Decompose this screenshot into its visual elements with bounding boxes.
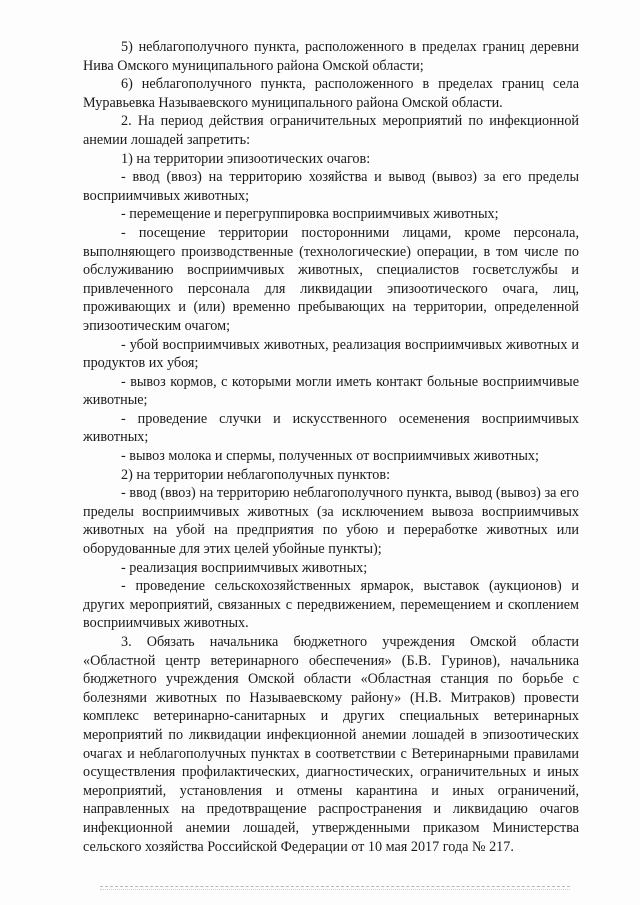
document-body — [83, 38, 579, 856]
paragraph-bullet: - ввод (ввоз) на территорию хозяйства и вывод (вывоз) за его пределы восприимчивых животных; — [83, 169, 579, 204]
paragraph-item-6: 6) неблагополучного пункта, расположенного в пределах границ села Муравьевка Называевского муниципального района Омской области. — [83, 76, 579, 111]
paragraph-subclause-2: 2) на территории неблагополучных пунктов: — [121, 466, 391, 483]
paragraph-bullet: - посещение территории посторонними лицами, кроме персонала, выполняющего производственные (технологические) операции, в том числе по обслуживанию восприимчивых животных, специалистов госветслужбы и привлеченного персонала для ликвидации эпизоотического очага, лиц, проживающих и (или) временно пребывающих на территории, определенной эпизоотическим очагом; — [83, 224, 579, 334]
paragraph-bullet: - реализация восприимчивых животных; — [121, 559, 368, 576]
paragraph-subclause-1: 1) на территории эпизоотических очагов: — [121, 150, 371, 167]
paragraph-clause-2: 2. На период действия ограничительных мероприятий по инфекционной анемии лошадей запретить: — [83, 113, 579, 148]
paragraph-item-5: 5) неблагополучного пункта, расположенного в пределах границ деревни Нива Омского муниципального района Омской области; — [83, 39, 579, 74]
paragraph-bullet: - перемещение и перегруппировка восприимчивых животных; — [121, 206, 499, 223]
paragraph-bullet: - убой восприимчивых животных, реализация восприимчивых животных и продуктов их убоя; — [83, 336, 579, 372]
paragraph-bullet: - вывоз молока и спермы, полученных от восприимчивых животных; — [121, 448, 539, 465]
paragraph-bullet: - ввод (ввоз) на территорию неблагополучного пункта, вывод (вывоз) за его пределы восприимчивых животных (за исключением вывоза восприимчивых животных на убой на предприятия по убою и переработке животных или оборудованные для этих целей убойные пункты); — [83, 485, 579, 558]
footer-scan-line — [100, 886, 570, 887]
paragraph-bullet: - проведение сельскохозяйственных ярмарок, выставок (аукционов) и других мероприятий, связанных с передвижением, перемещением и скоплением восприимчивых животных. — [83, 578, 579, 632]
footer-scan-line — [100, 889, 570, 890]
paragraph-clause-3: 3. Обязать начальника бюджетного учреждения Омской области «Областной центр ветеринарного обеспечения» (Б.В. Гуринов), начальника бюджетного учреждения Омской области «Областная станция по борьбе с болезнями животных по Называевскому району» (Н.В. Митраков) провести комплекс ветеринарно-санитарных и других специальных ветеринарных мероприятий по ликвидации инфекционной анемии лошадей в эпизоотических очагах и неблагополучных пунктах в соответствии с Ветеринарными правилами осуществления профилактических, диагностических, ограничительных и иных мероприятий, установления и отмены карантина и иных ограничений, направленных на предотвращение распространения и ликвидацию очагов инфекционной анемии лошадей, утвержденными приказом Министерства сельского хозяйства Российской Федерации от 10 мая 2017 года № 217. — [83, 634, 579, 855]
paragraph-bullet: - вывоз кормов, с которыми могли иметь контакт больные восприимчивые животные; — [83, 373, 579, 409]
paragraph-bullet: - проведение случки и искусственного осеменения восприимчивых животных; — [83, 410, 579, 446]
